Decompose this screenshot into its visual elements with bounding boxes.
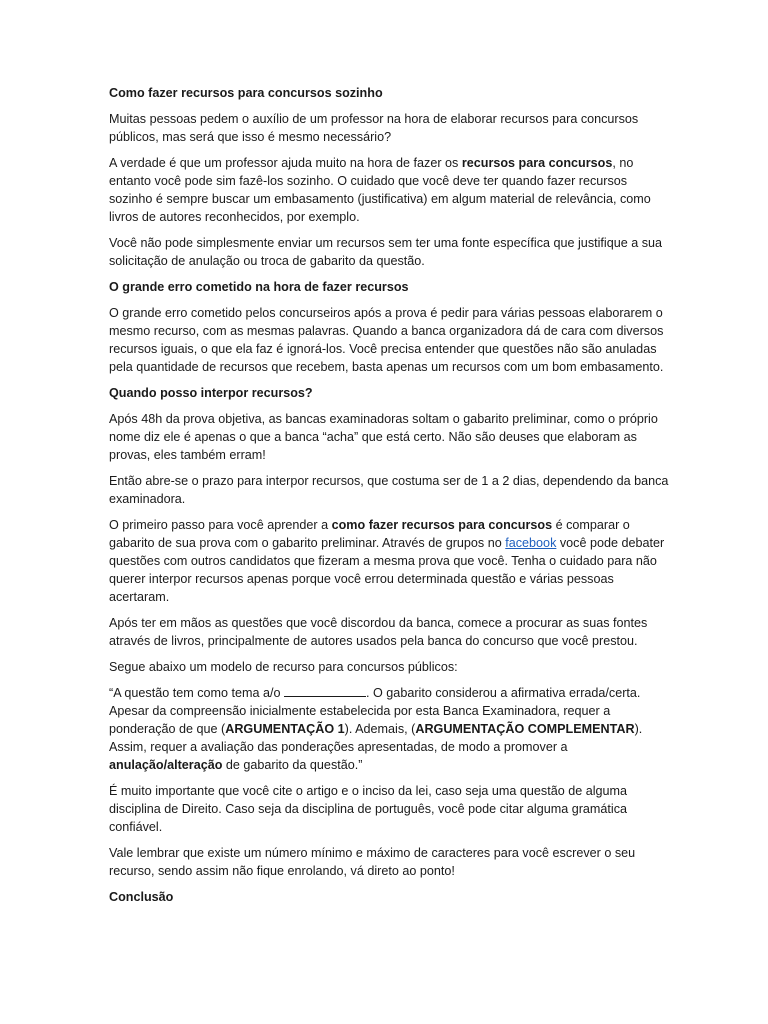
bold-keyword: como fazer recursos para concursos [331, 518, 553, 532]
bold-keyword: ARGUMENTAÇÃO 1 [225, 722, 345, 736]
paragraph-48h: Após 48h da prova objetiva, as bancas examinadoras soltam o gabarito preliminar, como o próprio nome diz ele é apenas o que a banca “acha” que está certo. Não são deuses que elaboram as provas, eles também erram! [109, 412, 658, 462]
page-title: Como fazer recursos para concursos sozinho [109, 86, 383, 100]
blank-line [284, 684, 366, 697]
bold-keyword: anulação/alteração [109, 758, 223, 772]
facebook-link[interactable]: facebook [505, 536, 557, 550]
text-segment: de gabarito da questão.” [222, 758, 363, 772]
paragraph-fontes: Após ter em mãos as questões que você discordou da banca, comece a procurar as suas fontes através de livros, principalmente de autores usados pela banca do concurso que você prestou. [109, 616, 648, 648]
paragraph-modelo-recurso [109, 684, 669, 774]
bold-keyword: ARGUMENTAÇÃO COMPLEMENTAR [415, 722, 635, 736]
text-segment: A verdade é que um professor ajuda muito na hora de fazer os [109, 156, 462, 170]
bold-keyword: recursos para concursos [461, 156, 613, 170]
document-page [109, 84, 669, 914]
paragraph-erro: O grande erro cometido pelos concurseiros após a prova é pedir para várias pessoas elaborarem o mesmo recurso, com as mesmas palavras. Quando a banca organizadora dá de cara com diversos recursos iguais, o que ela faz é ignorá-los. Você precisa entender que questões não são anuladas pela quantidade de recursos que recebem, basta apenas um recursos com um bom embasamento. [109, 306, 664, 374]
text-segment: “A questão tem como tema a/o [109, 686, 285, 700]
text-segment: , no entanto você pode sim fazê-los sozinho. O cuidado que você deve ter quando fazer recursos sozinho é sempre buscar um embasamento (justificativa) em algum material de relevância, como livros de autores reconhecidos, por exemplo. [109, 156, 651, 224]
section-heading-quando: Quando posso interpor recursos? [109, 386, 313, 400]
paragraph-primeiro-passo [109, 516, 669, 606]
text-segment: O primeiro passo para você aprender a [109, 518, 332, 532]
section-heading-conclusao: Conclusão [109, 890, 174, 904]
text-segment: é comparar o gabarito de sua prova com o gabarito preliminar. Através de grupos no [109, 518, 630, 550]
paragraph-modelo-intro: Segue abaixo um modelo de recurso para concursos públicos: [109, 660, 458, 674]
text-segment: ). Assim, requer a avaliação das ponderações apresentadas, de modo a promover a [109, 722, 643, 754]
text-segment: . O gabarito considerou a afirmativa errada/certa. Apesar da compreensão inicialmente estabelecida por esta Banca Examinadora, requer a ponderação de que ( [109, 686, 641, 736]
section-heading-erro: O grande erro cometido na hora de fazer recursos [109, 280, 409, 294]
paragraph-professor [109, 154, 669, 226]
text-segment: ). Ademais, ( [344, 722, 416, 736]
paragraph-importante: É muito importante que você cite o artigo e o inciso da lei, caso seja uma questão de alguma disciplina de Direito. Caso seja da disciplina de português, você pode citar alguma gramática confiável. [109, 784, 628, 834]
paragraph-prazo: Então abre-se o prazo para interpor recursos, que costuma ser de 1 a 2 dias, dependendo da banca examinadora. [109, 474, 669, 506]
paragraph-fonte: Você não pode simplesmente enviar um recursos sem ter uma fonte específica que justifique a sua solicitação de anulação ou troca de gabarito da questão. [109, 236, 663, 268]
text-segment: você pode debater questões com outros candidatos que fizeram a mesma prova que você. Tenha o cuidado para não querer interpor recursos apenas porque você errou determinada questão e várias pessoas acertaram. [109, 536, 665, 604]
paragraph-caracteres: Vale lembrar que existe um número mínimo e máximo de caracteres para você escrever o seu recurso, sendo assim não fique enrolando, vá direto ao ponto! [109, 846, 636, 878]
intro-paragraph: Muitas pessoas pedem o auxílio de um professor na hora de elaborar recursos para concursos públicos, mas será que isso é mesmo necessário? [109, 112, 639, 144]
